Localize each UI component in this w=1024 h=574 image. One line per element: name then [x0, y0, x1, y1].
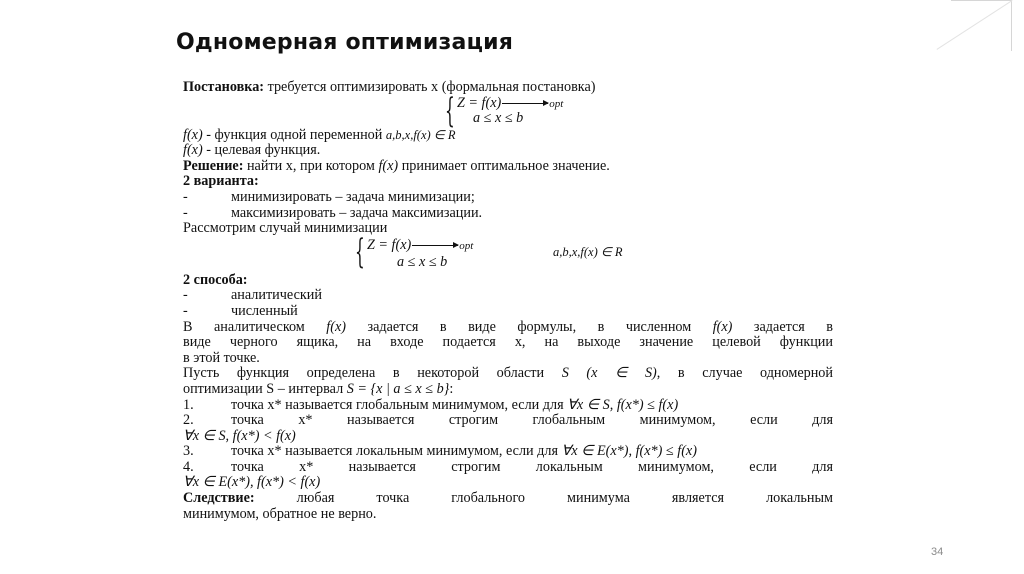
item-number: 2.: [183, 412, 194, 429]
paragraph-domain: Пусть функция определена в некоторой области S (x ∈ S), в случае одномерной: [183, 365, 833, 382]
paragraph-analytical-line2: виде черного ящика, на входе подается x, на выходе значение целевой функции: [183, 334, 833, 351]
definition-item-cont: [183, 429, 833, 445]
corollary-line: [183, 491, 833, 507]
arrow-icon: [502, 103, 548, 104]
dash-marker: -: [183, 188, 188, 205]
statement-text: требуется оптимизировать x (формальная постановка): [264, 79, 596, 95]
definition-item: [183, 398, 833, 414]
fx-domain-math: a,b,x,f(x) ∈ R: [385, 127, 456, 142]
item-number: 3.: [183, 443, 194, 460]
system-constraint: a ≤ x ≤ b: [397, 253, 448, 270]
statement-line: [183, 80, 833, 96]
way-text: численный: [231, 302, 298, 319]
item-text: точка x* называется локальным минимумом, если для: [231, 443, 562, 460]
definition-item: [183, 444, 833, 460]
corollary-label: Следствие:: [183, 490, 255, 507]
way-text: аналитический: [231, 287, 322, 304]
paragraph-analytical-line3: в этой точке.: [183, 349, 260, 366]
item-text: точка x* называется строгим локальным минимумом, если для: [231, 458, 833, 475]
variants-label: 2 варианта:: [183, 173, 259, 190]
item-text: точка x* называется глобальным минимумом, если для: [231, 396, 568, 413]
slide-content: [183, 80, 833, 522]
way-item: [183, 288, 833, 304]
item-math: ∀x ∈ E(x*), f(x*) < f(x): [183, 474, 321, 491]
fx-definition-line: [183, 128, 833, 144]
arrow-icon: [412, 245, 458, 246]
system-objective: Z = f(x) opt: [457, 94, 564, 111]
dash-marker: -: [183, 302, 188, 319]
solution-label: Решение:: [183, 157, 244, 174]
objective-function-line: [183, 143, 833, 159]
definition-item: [183, 460, 833, 476]
definition-item: [183, 413, 833, 429]
corner-decoration: [951, 0, 1012, 51]
item-text: точка x* называется строгим глобальным минимумом, если для: [231, 412, 833, 429]
corollary-line2: минимумом, обратное не верно.: [183, 505, 377, 522]
solution-text-end: принимает оптимальное значение.: [398, 157, 610, 174]
fx-symbol: f(x): [378, 157, 399, 174]
item-math: ∀x ∈ E(x*), f(x*) ≤ f(x): [561, 443, 697, 460]
variant-text: минимизировать – задача минимизации;: [231, 188, 475, 205]
variant-item: [183, 190, 833, 206]
brace-symbol: {: [355, 231, 365, 272]
paragraph-domain-line2: оптимизации S – интервал S = {x | a ≤ x ≤ b}:: [183, 380, 454, 397]
solution-line: [183, 159, 833, 175]
paragraph-analytical: В аналитическом f(x) задается в виде формулы, в численном f(x) задается в: [183, 318, 833, 335]
brace-symbol: {: [445, 90, 455, 131]
way-item: [183, 304, 833, 320]
fx-definition-text: - функция одной переменной: [202, 126, 386, 143]
fx-symbol: f(x): [183, 142, 203, 159]
solution-text: найти x, при котором: [243, 157, 379, 174]
objective-function-text: - целевая функция.: [202, 142, 321, 159]
item-math: ∀x ∈ S, f(x*) < f(x): [183, 427, 296, 444]
page-number: 34: [931, 546, 944, 558]
item-math: ∀x ∈ S, f(x*) ≤ f(x): [567, 396, 679, 413]
slide-title: Одномерная оптимизация: [176, 30, 514, 55]
formal-statement-system: [183, 90, 833, 131]
ways-label: 2 способа:: [183, 271, 248, 288]
dash-marker: -: [183, 204, 188, 221]
fx-symbol: f(x): [183, 126, 203, 143]
system-objective: Z = f(x) opt: [367, 236, 474, 253]
consider-line: Рассмотрим случай минимизации: [183, 220, 388, 237]
dash-marker: -: [183, 287, 188, 304]
definition-item-cont: [183, 475, 833, 491]
system-domain: a,b,x,f(x) ∈ R: [553, 244, 623, 259]
corollary-text: любая точка глобального минимума является локальным: [296, 490, 833, 507]
system-constraint: a ≤ x ≤ b: [473, 109, 524, 126]
statement-label: Постановка:: [183, 79, 265, 95]
variant-text: максимизировать – задача максимизации.: [231, 204, 483, 221]
item-number: 4.: [183, 458, 194, 475]
item-number: 1.: [183, 396, 194, 413]
minimization-system: [183, 231, 833, 272]
variant-item: [183, 206, 833, 222]
